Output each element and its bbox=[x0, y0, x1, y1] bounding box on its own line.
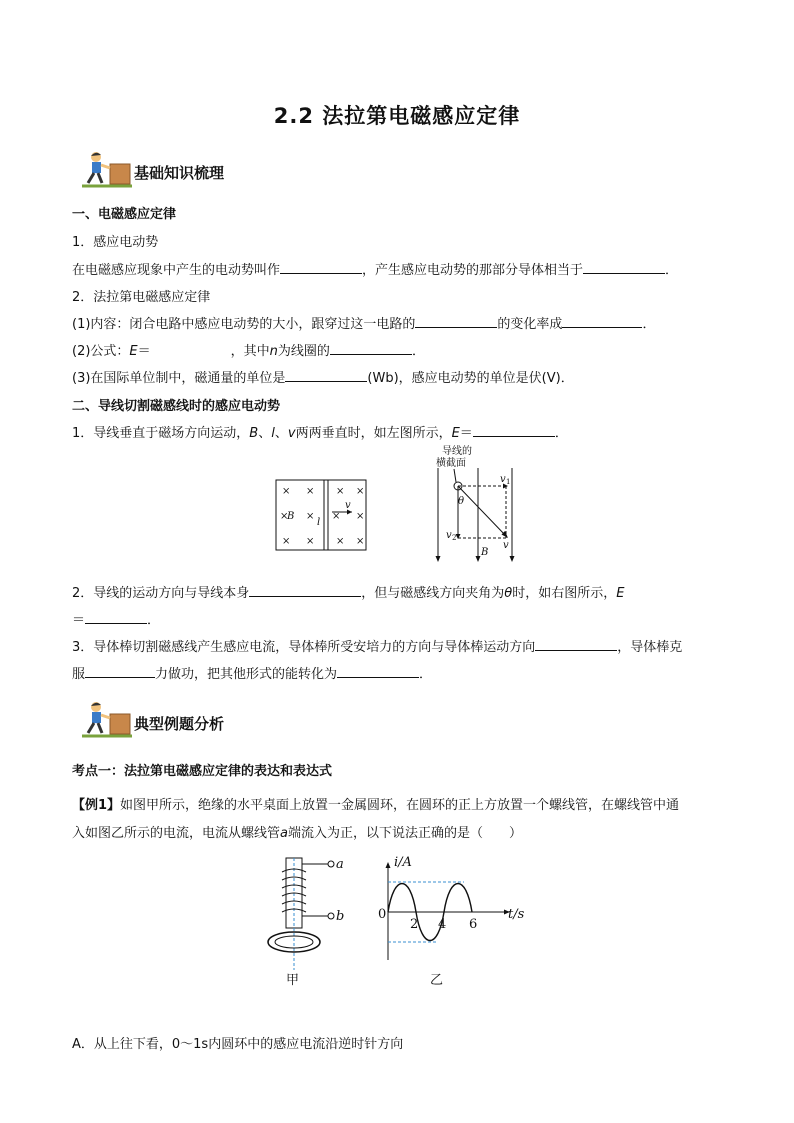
line1-g: 两两垂直时，如左图所示， bbox=[295, 426, 452, 441]
label-v1: v bbox=[500, 474, 506, 485]
var-l: l bbox=[271, 426, 275, 441]
heading-part2: 二、导线切割磁感线时的感应电动势 bbox=[72, 399, 281, 414]
formula-f: 为线圈的 bbox=[277, 344, 330, 359]
label-v2-sub: 2 bbox=[452, 534, 457, 542]
var-E: E bbox=[616, 586, 625, 601]
section-label-examples: 典型例题分析 bbox=[134, 715, 225, 733]
line1-a: 1．导线垂直于磁场方向运动， bbox=[72, 426, 250, 441]
eq: ＝ bbox=[459, 426, 473, 441]
formula-line bbox=[72, 340, 425, 359]
cross: × bbox=[280, 511, 289, 522]
blank bbox=[285, 367, 367, 382]
formula-E: E bbox=[129, 344, 138, 359]
sep: 、 bbox=[274, 426, 288, 441]
caption-jia: 甲 bbox=[286, 973, 300, 988]
blank bbox=[330, 340, 412, 355]
var-B: B bbox=[249, 426, 259, 441]
page-title: 2.2 法拉第电磁感应定律 bbox=[273, 104, 521, 128]
cross: × bbox=[336, 536, 345, 547]
blank bbox=[583, 259, 665, 274]
line2-d: 时，如右图所示， bbox=[512, 586, 617, 601]
cross: × bbox=[282, 486, 291, 497]
label-v: v bbox=[503, 540, 509, 551]
content-line bbox=[72, 313, 655, 332]
ex-line2-a: 入如图乙所示的电流，电流从螺线管 bbox=[72, 826, 281, 841]
item1-title: 1．感应电动势 bbox=[72, 235, 159, 250]
formula-eq: ＝ bbox=[137, 344, 151, 359]
blank bbox=[249, 582, 361, 597]
content-b: 的变化率成 bbox=[497, 317, 563, 332]
cross: × bbox=[306, 511, 315, 522]
heading-part1: 一、电磁感应定律 bbox=[72, 207, 177, 222]
line3-b: ，导体棒克 bbox=[617, 640, 683, 655]
example1-line1 bbox=[72, 794, 679, 813]
formula-a: (2)公式： bbox=[72, 344, 130, 359]
var-theta: θ bbox=[504, 586, 513, 601]
part2-line2 bbox=[72, 582, 625, 601]
label-v2: v bbox=[446, 530, 452, 541]
ex-line1: 如图甲所示，绝缘的水平桌面上放置一金属圆环，在圆环的正上方放置一个螺线管，在螺线管中通 bbox=[120, 798, 680, 813]
blank bbox=[85, 609, 147, 624]
var-E: E bbox=[451, 426, 460, 441]
option-a: A．从上往下看，0～1s内圆环中的感应电流沿逆时针方向 bbox=[72, 1037, 404, 1052]
content-a: (1)内容：闭合电路中感应电动势的大小，跟穿过这一电路的 bbox=[72, 317, 416, 332]
period: ． bbox=[411, 344, 425, 359]
blank bbox=[337, 663, 419, 678]
cross: × bbox=[356, 536, 365, 547]
cross: × bbox=[356, 486, 365, 497]
section-label-basics: 基础知识梳理 bbox=[134, 164, 225, 182]
caption-yi: 乙 bbox=[430, 973, 444, 988]
ex-line2-c: 端流入为正，以下说法正确的是（ ） bbox=[287, 826, 522, 841]
eq: ＝ bbox=[72, 613, 86, 628]
line4-b: 力做功，把其他形式的能转化为 bbox=[155, 667, 338, 682]
blank bbox=[473, 422, 555, 437]
period: ． bbox=[554, 426, 568, 441]
axis-x-label: t/s bbox=[508, 907, 525, 922]
unit-b: (Wb)，感应电动势的单位是伏(V)． bbox=[367, 371, 574, 386]
unit-line bbox=[72, 367, 574, 386]
example-tag: 【例1】 bbox=[72, 798, 121, 813]
figure-solenoid-ring bbox=[262, 852, 362, 992]
part2-line3 bbox=[72, 636, 682, 655]
terminal-a: a bbox=[336, 857, 344, 872]
label-B: B bbox=[287, 511, 295, 522]
period: ． bbox=[419, 667, 433, 682]
line3-a: 3．导体棒切割磁感线产生感应电流，导体棒所受安培力的方向与导体棒运动方向 bbox=[72, 640, 536, 655]
unit-a: (3)在国际单位制中，磁通量的单位是 bbox=[72, 371, 286, 386]
part2-line1 bbox=[72, 422, 568, 441]
boy-pushing-box-icon bbox=[80, 150, 132, 194]
blank bbox=[280, 259, 362, 274]
formula-n: n bbox=[269, 344, 278, 359]
item2-title: 2．法拉第电磁感应定律 bbox=[72, 290, 211, 305]
blank bbox=[535, 636, 617, 651]
label-v: v bbox=[345, 500, 351, 511]
line2-b: ，但与磁感线方向夹角为 bbox=[361, 586, 505, 601]
cross: × bbox=[332, 511, 341, 522]
label-theta: θ bbox=[458, 496, 465, 507]
sep: 、 bbox=[258, 426, 272, 441]
part2-line2-cont bbox=[72, 609, 160, 628]
label-B: B bbox=[481, 547, 489, 558]
origin-label: 0 bbox=[378, 907, 387, 922]
blank bbox=[85, 663, 155, 678]
axis-y-label: i/A bbox=[394, 855, 412, 870]
caption-line1: 导线的 bbox=[442, 446, 472, 457]
blank bbox=[562, 313, 642, 328]
period: ． bbox=[642, 317, 656, 332]
boy-pushing-box-icon bbox=[80, 700, 132, 744]
cross: × bbox=[306, 536, 315, 547]
item1-text bbox=[72, 259, 678, 278]
var-v: v bbox=[287, 426, 296, 441]
var-a: a bbox=[280, 826, 288, 841]
line2-a: 2．导线的运动方向与导线本身 bbox=[72, 586, 250, 601]
item1-text-a: 在电磁感应现象中产生的电动势叫作 bbox=[72, 263, 281, 278]
tick-label: 4 bbox=[438, 917, 447, 932]
tick-label: 6 bbox=[469, 917, 478, 932]
part2-line4 bbox=[72, 663, 432, 682]
terminal-b: b bbox=[336, 909, 345, 924]
figure-velocity-decomposition bbox=[430, 444, 520, 566]
item1-text-b: ，产生感应电动势的那部分导体相当于 bbox=[362, 263, 584, 278]
figure-field-rod bbox=[272, 476, 372, 554]
cross: × bbox=[336, 486, 345, 497]
formula-d: ，其中 bbox=[230, 344, 270, 359]
label-v1-sub: 1 bbox=[506, 478, 511, 486]
label-l: l bbox=[317, 517, 321, 528]
figure-current-graph bbox=[374, 852, 530, 992]
line4-a: 服 bbox=[72, 667, 86, 682]
cross: × bbox=[306, 486, 315, 497]
period: ． bbox=[665, 263, 679, 278]
tick-label: 2 bbox=[410, 917, 419, 932]
cross: × bbox=[356, 511, 365, 522]
caption-line2: 横截面 bbox=[436, 458, 466, 469]
blank bbox=[415, 313, 497, 328]
cross: × bbox=[282, 536, 291, 547]
period: ． bbox=[147, 613, 161, 628]
kaodian-heading: 考点一：法拉第电磁感应定律的表达和表达式 bbox=[72, 764, 333, 779]
example1-line2 bbox=[72, 822, 522, 841]
